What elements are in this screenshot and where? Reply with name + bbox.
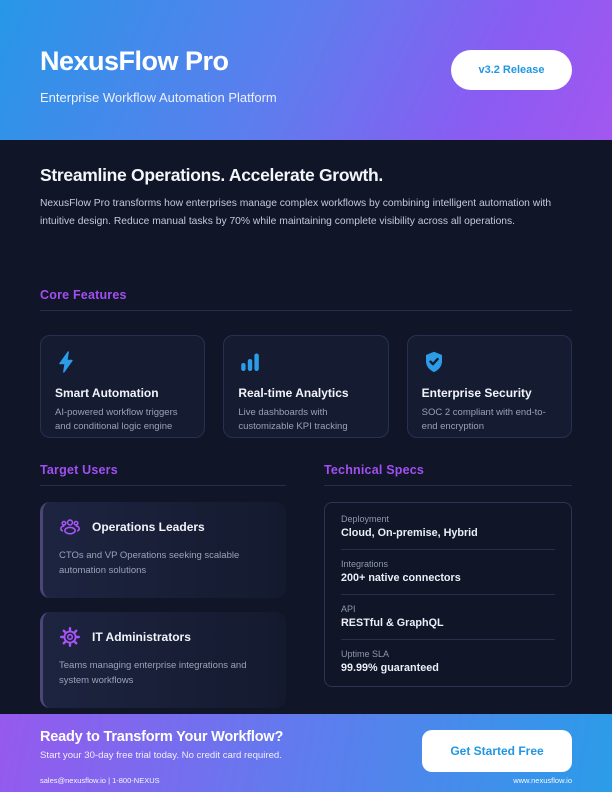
gear-icon xyxy=(59,626,81,648)
header xyxy=(0,0,612,140)
feature-card-realtime-analytics xyxy=(223,335,388,438)
hero-title: Streamline Operations. Accelerate Growth. xyxy=(40,165,383,185)
spec-row-uptime-sla xyxy=(341,640,555,684)
feature-title: Enterprise Security xyxy=(421,386,532,401)
spec-label: Integrations xyxy=(341,559,389,570)
website-link[interactable]: www.nexusflow.io xyxy=(513,776,572,785)
bar-chart-icon xyxy=(238,350,262,374)
lightning-icon xyxy=(55,350,79,374)
feature-card-smart-automation xyxy=(40,335,205,438)
spec-value: RESTful & GraphQL xyxy=(341,617,444,630)
user-card-description: Teams managing enterprise integrations and system workflows xyxy=(59,660,247,686)
specs-panel xyxy=(324,502,572,687)
feature-cards-row xyxy=(40,335,572,438)
spec-label: Uptime SLA xyxy=(341,649,390,660)
spec-label: API xyxy=(341,604,356,615)
target-users-section xyxy=(40,463,286,708)
spec-label: Deployment xyxy=(341,514,390,525)
spec-value: 200+ native connectors xyxy=(341,572,461,585)
feature-description: Live dashboards with customizable KPI tracking xyxy=(238,407,348,433)
user-card-operations-leaders xyxy=(40,502,286,598)
technical-specs-section xyxy=(324,463,572,708)
release-badge-label: v3.2 Release xyxy=(478,64,545,76)
contact-link[interactable]: sales@nexusflow.io | 1-800-NEXUS xyxy=(40,776,160,785)
release-badge xyxy=(451,50,572,90)
user-card-header xyxy=(59,516,270,538)
feature-card-enterprise-security xyxy=(407,335,572,438)
user-card-it-administrators xyxy=(40,612,286,708)
footer-cta-banner xyxy=(0,714,612,792)
footer-bottom-row xyxy=(40,776,572,785)
product-subtitle: Enterprise Workflow Automation Platform xyxy=(40,90,277,105)
user-card-description: CTOs and VP Operations seeking scalable automation solutions xyxy=(59,550,240,576)
spec-row-deployment xyxy=(341,505,555,550)
feature-title: Real-time Analytics xyxy=(238,386,349,401)
footer-subtitle: Start your 30-day free trial today. No credit card required. xyxy=(40,750,282,761)
product-title: NexusFlow Pro xyxy=(40,46,229,76)
core-features-heading: Core Features xyxy=(40,288,572,311)
hero-body: NexusFlow Pro transforms how enterprises manage complex workflows by combining intelligent automation with intuitive design. Reduce manual tasks by 70% while maintaining complete visibility across all operations. xyxy=(40,198,552,228)
spec-row-api xyxy=(341,595,555,640)
target-users-heading: Target Users xyxy=(40,463,286,486)
spec-row-integrations xyxy=(341,550,555,595)
spec-value: Cloud, On-premise, Hybrid xyxy=(341,527,478,540)
people-group-icon xyxy=(59,516,81,538)
shield-check-icon xyxy=(422,350,446,374)
user-card-header xyxy=(59,626,270,648)
user-card-title: Operations Leaders xyxy=(92,520,205,535)
feature-description: SOC 2 compliant with end-to-end encryption xyxy=(421,407,546,433)
spec-value: 99.99% guaranteed xyxy=(341,662,439,675)
hero-section xyxy=(40,165,572,231)
core-features-section xyxy=(40,288,572,438)
main-content xyxy=(0,140,612,714)
feature-title: Smart Automation xyxy=(55,386,159,401)
get-started-button[interactable]: Get Started Free xyxy=(422,730,572,772)
user-card-title: IT Administrators xyxy=(92,630,191,645)
technical-specs-heading: Technical Specs xyxy=(324,463,572,486)
feature-description: AI-powered workflow triggers and conditional logic engine xyxy=(55,407,178,433)
lower-columns xyxy=(40,463,572,708)
footer-title: Ready to Transform Your Workflow? xyxy=(40,729,284,745)
